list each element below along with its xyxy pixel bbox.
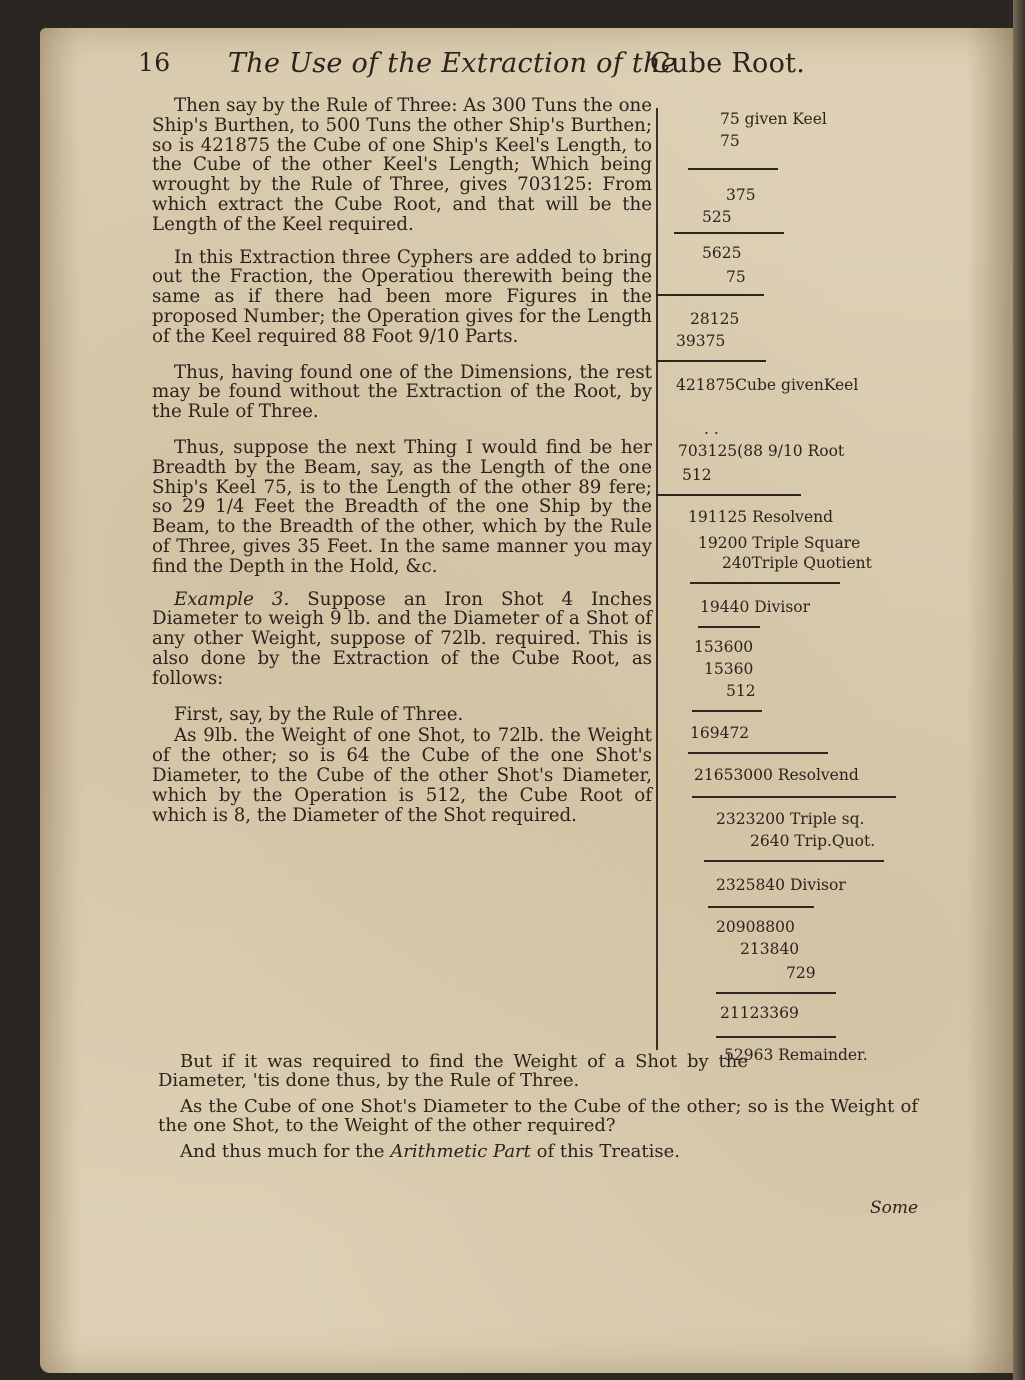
calc-line: . .: [704, 420, 719, 438]
example-paragraph: [152, 590, 652, 689]
paragraph: Thus, suppose the next Thing I would find be her Breadth by the Beam, say, as the Length of the one Ship's Keel 75, is to the Length of the other 89 fere; so 29 1/4 Feet the Breadth of the one Ship by the Beam, to the Breadth of the other, which by the Rule of Three, gives 35 Feet. In the same manner you may find the Depth in the Hold, &c.: [152, 436, 652, 577]
calc-line: 52963 Remainder.: [724, 1046, 868, 1064]
calc-rule: [674, 232, 784, 234]
calc-line: 421875Cube givenKeel: [676, 376, 859, 394]
paragraph: As the Cube of one Shot's Diameter to the Cube of the other; so is the Weight of the one Shot, to the Weight of the other required?: [158, 1096, 918, 1136]
running-title-end: Cube Root.: [650, 48, 806, 79]
calc-rule: [716, 992, 836, 994]
paragraph: First, say, by the Rule of Three.: [174, 703, 464, 725]
page-edge-shadow: [1013, 0, 1025, 1380]
calc-rule: [656, 294, 764, 296]
closing-text-end: of this Treatise.: [536, 1141, 680, 1162]
main-text-column: [152, 96, 652, 838]
calc-line: 39375: [676, 332, 726, 350]
calc-line: 19440 Divisor: [700, 598, 811, 616]
calc-rule: [688, 752, 828, 754]
paragraph: But if it was required to find the Weight of a Shot by the Diameter, 'tis done thus, by the Rule of Three.: [158, 1051, 748, 1091]
calc-rule: [708, 906, 814, 908]
example-text: Suppose an Iron Shot 4 Inches Diameter to weigh 9 lb. and the Diameter of a Shot of any other Weight, suppose of 72lb. required. This is also done by the Extraction of the Cube Root, as follows:: [152, 588, 652, 689]
calc-line: 512: [682, 466, 712, 484]
calc-line: 512: [726, 682, 756, 700]
column-divider-rule: [656, 108, 658, 1050]
calc-line: 703125(88 9/10 Root: [678, 442, 845, 460]
calc-rule: [704, 860, 884, 862]
page-number: 16: [138, 48, 171, 77]
catchword: Some: [870, 1198, 919, 1218]
calc-rule: [698, 626, 760, 628]
calc-line: 21653000 Resolvend: [694, 766, 859, 784]
calc-line: 2640 Trip.Quot.: [750, 832, 876, 850]
calc-line: 75: [726, 268, 746, 286]
paragraph: As 9lb. the Weight of one Shot, to 72lb. the Weight of the other; so is 64 the Cube of the one Shot's Diameter, to the Cube of the other Shot's Diameter, which by the Operation is 512, the Cube Root of which is 8, the Diameter of the Shot required.: [152, 725, 652, 826]
calc-line: 729: [786, 964, 816, 982]
calc-rule: [688, 168, 778, 170]
calc-line: 2323200 Triple sq.: [716, 810, 865, 828]
calc-rule: [692, 796, 896, 798]
paragraph: In this Extraction three Cyphers are added to bring out the Fraction, the Operatiou therewith being the same as if there had been more Figures in the proposed Number; the Operation gives for the Length of the Keel required 88 Foot 9/10 Parts.: [152, 246, 652, 347]
calc-line: 28125: [690, 310, 740, 328]
calc-rule: [690, 582, 840, 584]
calc-line: 375: [726, 186, 756, 204]
calc-line: 153600: [694, 638, 754, 656]
running-title: The Use of the Extraction of the: [228, 48, 678, 79]
cube-root-calculation: [668, 110, 918, 1070]
calc-line: 213840: [740, 940, 800, 958]
calc-line: 21123369: [720, 1004, 799, 1022]
calc-line: 75 given Keel: [720, 110, 827, 128]
calc-line: 2325840 Divisor: [716, 876, 846, 894]
calc-rule: [716, 1036, 836, 1038]
closing-italic: Arithmetic Part: [390, 1141, 531, 1162]
page-header: [138, 48, 838, 98]
paragraph: Then say by the Rule of Three: As 300 Tuns the one Ship's Burthen, to 500 Tuns the other Ship's Burthen; so is 421875 the Cube of one Ship's Keel's Length, to the Cube of the other Keel's Length; Which being wrought by the Rule of Three, gives 703125: From which extract the Cube Root, and that will be the Length of the Keel required.: [152, 95, 652, 235]
closing-text-start: And thus much for the: [180, 1141, 385, 1162]
calc-rule: [656, 360, 766, 362]
calc-line: 19200 Triple Square: [698, 534, 861, 552]
calc-line: 169472: [690, 724, 750, 742]
calc-line: 20908800: [716, 918, 795, 936]
closing-sentence: [158, 1142, 918, 1161]
calc-line: 191125 Resolvend: [688, 508, 834, 526]
calc-line: 15360: [704, 660, 754, 678]
calc-rule: [692, 710, 762, 712]
calc-line: 75: [720, 132, 740, 150]
calc-line: 525: [702, 208, 732, 226]
calc-line: 5625: [702, 244, 742, 262]
paragraph: Thus, having found one of the Dimensions, the rest may be found without the Extraction of the Root, by the Rule of Three.: [152, 361, 652, 423]
calc-rule: [656, 494, 801, 496]
closing-text: [158, 1052, 918, 1168]
calc-line: 240Triple Quotient: [722, 554, 872, 572]
example-label: Example 3.: [174, 588, 290, 610]
